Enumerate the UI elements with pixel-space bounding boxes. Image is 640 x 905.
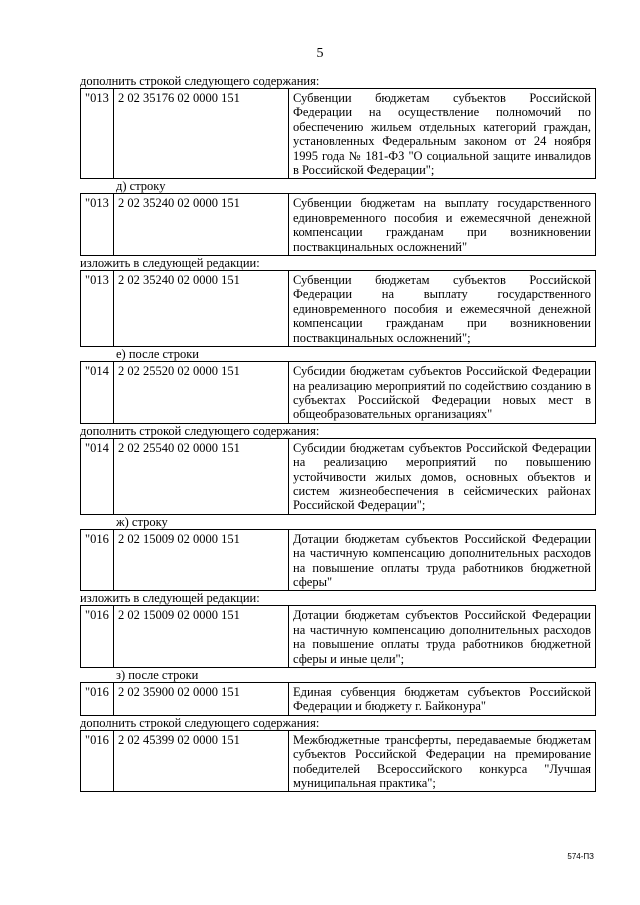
- description-cell: Субвенции бюджетам на выплату государственного единовременного пособия и ежемесячной денежной компенсации гражданам при возникновении поствакцинальных осложнений": [289, 194, 596, 256]
- admin-code-cell: "016: [81, 730, 114, 792]
- instruction-text: з) после строки: [116, 668, 199, 682]
- amendment-block: [80, 179, 596, 256]
- instruction-text: е) после строки: [116, 347, 199, 362]
- amendment-block: [80, 591, 596, 668]
- table-row: [81, 271, 596, 347]
- description-cell: Субсидии бюджетам субъектов Российской Федерации на реализацию мероприятий по повышению устойчивости жилых домов, основных объектов и систем жизнеобеспечения в сейсмических районах Российской Федерации";: [289, 438, 596, 514]
- description-cell: Дотации бюджетам субъектов Российской Федерации на частичную компенсацию дополнительных расходов на повышение оплаты труда работников бюджетной сферы": [289, 529, 596, 591]
- table-row: [81, 606, 596, 668]
- amendment-block: [80, 668, 596, 716]
- description-cell: Субсидии бюджетам субъектов Российской Федерации на реализацию мероприятий по содействию созданию в субъектах Российской Федерации новых мест в общеобразовательных организациях": [289, 362, 596, 424]
- budget-code-table: [80, 361, 596, 424]
- admin-code-cell: "014: [81, 438, 114, 514]
- table-row: [81, 438, 596, 514]
- admin-code-cell: "014: [81, 362, 114, 424]
- admin-code-cell: "016: [81, 683, 114, 716]
- instruction-text: ж) строку: [116, 514, 168, 529]
- instruction-text: дополнить строкой следующего содержания:: [80, 423, 320, 438]
- page-number: 5: [316, 46, 324, 61]
- budget-code-table: [80, 88, 596, 179]
- admin-code-cell: "013: [81, 194, 114, 256]
- instruction-text: дополнить строкой следующего содержания:: [80, 715, 320, 730]
- instruction-text: изложить в следующей редакции:: [80, 591, 260, 606]
- admin-code-cell: "016: [81, 606, 114, 668]
- budget-code-cell: 2 02 35240 02 0000 151: [114, 194, 289, 256]
- budget-code-cell: 2 02 15009 02 0000 151: [114, 606, 289, 668]
- admin-code-cell: "013: [81, 89, 114, 179]
- table-row: [81, 194, 596, 256]
- budget-code-cell: 2 02 25520 02 0000 151: [114, 362, 289, 424]
- budget-code-cell: 2 02 25540 02 0000 151: [114, 438, 289, 514]
- amendment-block: [80, 347, 596, 424]
- budget-code-table: [80, 682, 596, 716]
- budget-code-cell: 2 02 45399 02 0000 151: [114, 730, 289, 792]
- amendment-block: [80, 424, 596, 515]
- budget-code-cell: 2 02 35900 02 0000 151: [114, 683, 289, 716]
- description-cell: Субвенции бюджетам субъектов Российской Федерации на выплату государственного единовременного пособия и ежемесячной денежной компенсации гражданам при возникновении поствакцинальных осложнений";: [289, 271, 596, 347]
- budget-code-table: [80, 438, 596, 515]
- instruction-text: дополнить строкой следующего содержания:: [80, 74, 320, 88]
- amendment-block: [80, 716, 596, 793]
- description-cell: Субвенции бюджетам субъектов Российской Федерации на осуществление полномочий по обеспечению жильем отдельных категорий граждан, установленных Федеральным законом от 24 ноября 1995 года № 181-ФЗ "О социальной защите инвалидов в Российской Федерации";: [289, 89, 596, 179]
- budget-code-table: [80, 529, 596, 592]
- instruction-text: д) строку: [116, 179, 166, 194]
- instruction-text: изложить в следующей редакции:: [80, 256, 260, 271]
- document-footer-code: 574-ПЗ: [567, 852, 594, 861]
- budget-code-table: [80, 605, 596, 668]
- budget-code-table: [80, 730, 596, 793]
- table-row: [81, 529, 596, 591]
- budget-code-cell: 2 02 15009 02 0000 151: [114, 529, 289, 591]
- budget-code-cell: 2 02 35176 02 0000 151: [114, 89, 289, 179]
- description-cell: Единая субвенция бюджетам субъектов Российской Федерации и бюджету г. Байконура": [289, 683, 596, 716]
- description-cell: Межбюджетные трансферты, передаваемые бюджетам субъектов Российской Федерации на премирование победителей Всероссийского конкурса "Лучшая муниципальная практика";: [289, 730, 596, 792]
- budget-code-cell: 2 02 35240 02 0000 151: [114, 271, 289, 347]
- budget-code-table: [80, 270, 596, 347]
- description-cell: Дотации бюджетам субъектов Российской Федерации на частичную компенсацию дополнительных расходов на повышение оплаты труда работников бюджетной сферы и иные цели";: [289, 606, 596, 668]
- admin-code-cell: "013: [81, 271, 114, 347]
- amendment-block: [80, 256, 596, 347]
- amendment-block: [80, 74, 596, 179]
- amendments-list: [80, 74, 596, 792]
- table-row: [81, 730, 596, 792]
- admin-code-cell: "016: [81, 529, 114, 591]
- table-row: [81, 683, 596, 716]
- table-row: [81, 362, 596, 424]
- amendment-block: [80, 515, 596, 592]
- table-row: [81, 89, 596, 179]
- budget-code-table: [80, 193, 596, 256]
